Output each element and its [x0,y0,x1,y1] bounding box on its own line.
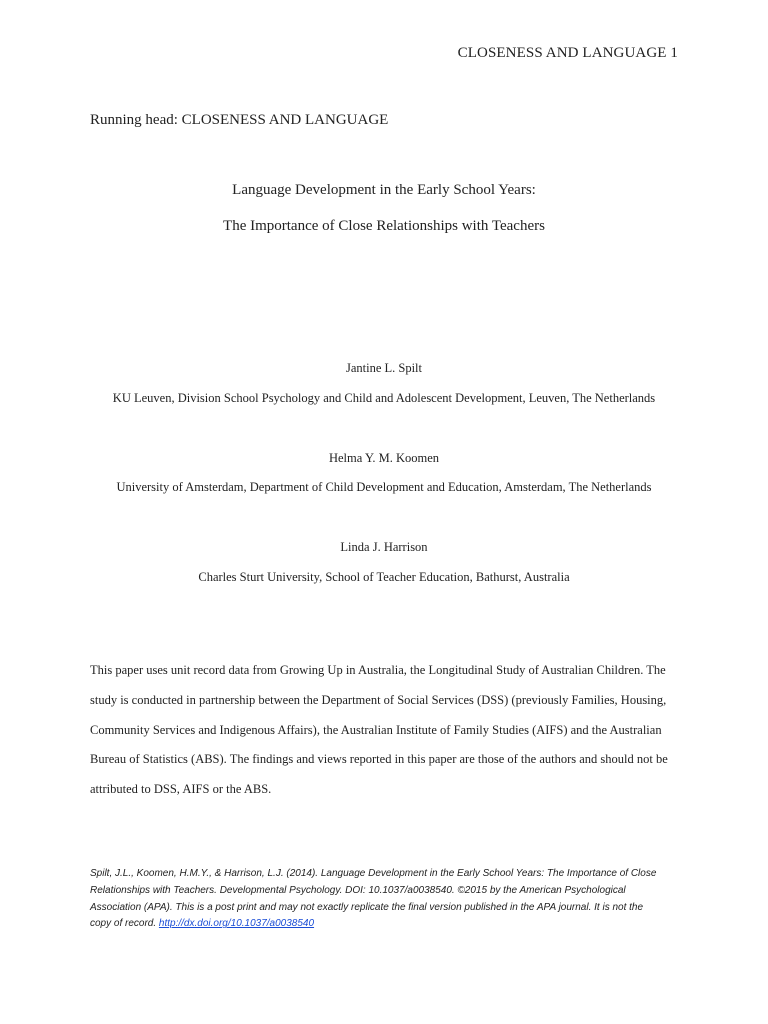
paragraph-line: study is conducted in partnership between the Department of Social Services (DSS) (previously Families, Housing, [90,692,667,707]
running-head: Running head: CLOSENESS AND LANGUAGE [90,112,389,128]
title-line-2: The Importance of Close Relationships with Teachers [223,218,545,234]
page-header: CLOSENESS AND LANGUAGE 1 [457,45,678,61]
doi-link[interactable]: http://dx.doi.org/10.1037/a0038540 [158,918,315,930]
citation-line: Relationships with Teachers. Developmental Psychology. DOI: 10.1037/a0038540. ©2015 by the American Psychological [90,884,626,896]
author-affiliation: University of Amsterdam, Department of Child Development and Education, Amsterdam, The Netherlands [116,480,652,494]
paragraph-line: Community Services and Indigenous Affairs), the Australian Institute of Family Studies (AIFS) and the Australian [90,722,662,737]
author-name: Linda J. Harrison [340,540,428,554]
author-name: Jantine L. Spilt [345,361,423,375]
acknowledgement-paragraph [90,656,680,805]
title-line-1: Language Development in the Early School Years: [232,182,536,198]
citation-line: Association (APA). This is a post print and may not exactly replicate the final version published in the APA journal. It is not the [90,901,644,913]
paragraph-line: Bureau of Statistics (ABS). The findings and views reported in this paper are those of the authors and should not be [90,752,668,767]
citation-line-prefix: copy of record. [90,918,159,930]
citation-line [90,916,680,933]
citation-note [90,866,680,933]
paragraph-line: This paper uses unit record data from Growing Up in Australia, the Longitudinal Study of Australian Children. The [90,663,666,677]
author-name: Helma Y. M. Koomen [328,451,440,465]
author-affiliation: KU Leuven, Division School Psychology and Child and Adolescent Development, Leuven, The Netherlands [112,391,656,405]
paragraph-line: attributed to DSS, AIFS or the ABS. [90,782,272,797]
author-affiliation: Charles Sturt University, School of Teacher Education, Bathurst, Australia [198,570,570,584]
citation-line: Spilt, J.L., Koomen, H.M.Y., & Harrison, L.J. (2014). Language Development in the Early School Years: The Importance of Close [90,868,657,879]
